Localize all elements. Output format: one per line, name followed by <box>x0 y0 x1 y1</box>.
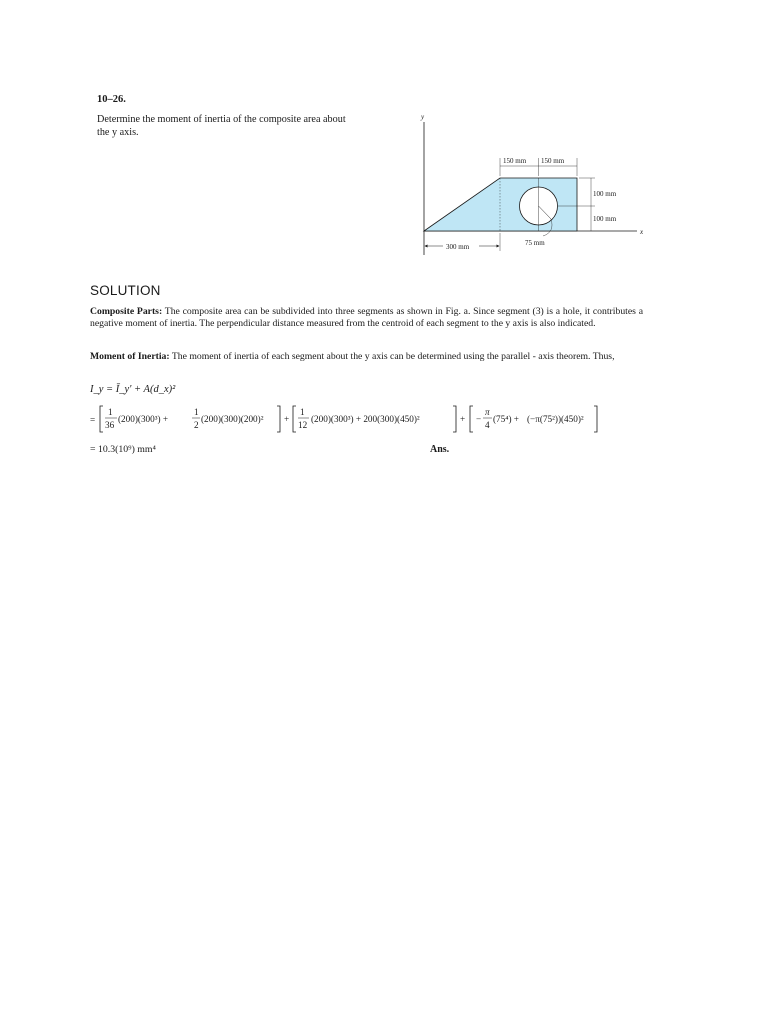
problem-statement: Determine the moment of inertia of the composite area about the y axis. <box>97 114 346 138</box>
x-axis-label: x <box>640 228 644 236</box>
term-rectangle: (200)(300³) + 200(300)(450)² <box>311 414 420 424</box>
solution-heading: SOLUTION <box>90 283 161 298</box>
moment-of-inertia-paragraph <box>90 351 643 363</box>
term-hole-inertia: (75⁴) + <box>493 414 519 424</box>
frac-1-12-top: 1 <box>300 407 305 417</box>
dim-bottom-left: 300 mm <box>446 243 470 251</box>
composite-parts-label: Composite Parts: <box>90 306 163 317</box>
parallel-axis-equation: I_y = Ī_y' + A(d_x)² <box>90 384 176 395</box>
dim-top-left: 150 mm <box>503 157 527 165</box>
frac-pi-4-top: π <box>485 407 490 417</box>
composite-area-figure <box>415 110 650 255</box>
answer-label: Ans. <box>430 444 450 455</box>
term-triangle-shift: (200)(300)(200)² <box>201 414 264 424</box>
frac-pi-4-bottom: 4 <box>485 420 490 430</box>
moment-of-inertia-label: Moment of Inertia: <box>90 351 170 362</box>
frac-1-36-bottom: 36 <box>105 420 115 430</box>
substituted-equation <box>90 402 610 436</box>
composite-parts-paragraph <box>90 306 643 330</box>
dim-top-right: 150 mm <box>541 157 565 165</box>
dim-right-upper: 100 mm <box>593 190 617 198</box>
problem-number: 10–26. <box>97 94 126 105</box>
result-value: = 10.3(10⁹) mm⁴ <box>90 444 156 455</box>
y-axis-label: y <box>421 113 425 121</box>
svg-text:+: + <box>460 414 466 424</box>
moment-of-inertia-text: The moment of inertia of each segment about the y axis can be determined using the parallel - axis theorem. Thus, <box>169 351 615 362</box>
dim-right-lower: 100 mm <box>593 215 617 223</box>
composite-parts-text: The composite area can be subdivided into three segments as shown in Fig. a. Since segment (3) is a hole, it contributes a negative moment of inertia. The perpendicular distance measured from the centroid of each segment to the y axis is also indicated. <box>90 306 643 330</box>
frac-1-36-top: 1 <box>108 407 113 417</box>
svg-text:+: + <box>284 414 290 424</box>
term-hole-shift: (−π(75²))(450)² <box>527 414 584 424</box>
svg-text:−: − <box>476 414 482 424</box>
frac-1-12-bottom: 12 <box>298 420 308 430</box>
dim-radius: 75 mm <box>525 239 545 247</box>
term-triangle-inertia: (200)(300³) + <box>118 414 169 424</box>
frac-1-2-bottom: 2 <box>194 420 199 430</box>
frac-1-2-top: 1 <box>194 407 199 417</box>
svg-text:=: = <box>90 415 96 425</box>
